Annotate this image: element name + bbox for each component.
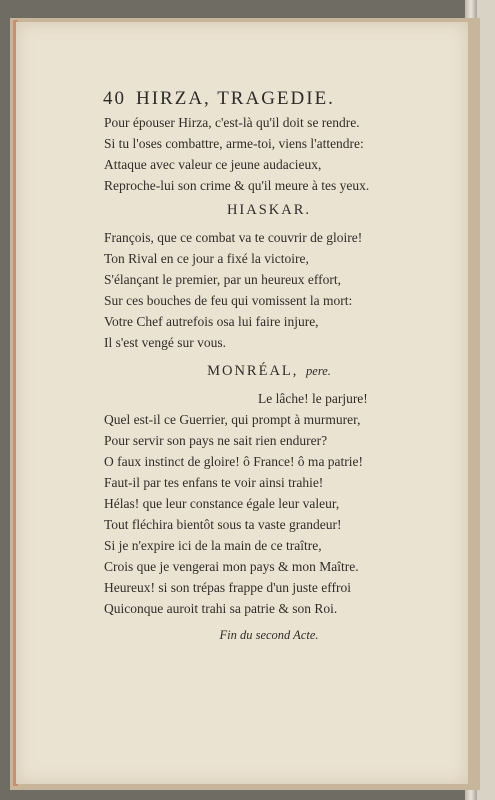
speaker-name: MONRÉAL,: [207, 363, 299, 379]
verse-line: Quiconque auroit trahi sa patrie & son Roi.: [104, 601, 338, 616]
verse-line: Heureux! si son trépas frappe d'un juste effroi: [104, 580, 351, 595]
verse-line: Sur ces bouches de feu qui vomissent la mort:: [104, 293, 353, 308]
verse-line: Faut-il par tes enfans te voir ainsi trahie!: [104, 475, 324, 490]
verse-line: Le lâche! le parjure!: [258, 391, 368, 406]
verse-line: Il s'est vengé sur vous.: [104, 335, 227, 350]
verse-line: O faux instinct de gloire! ô France! ô ma patrie!: [104, 454, 364, 469]
verse-line: Si tu l'oses combattre, arme-toi, viens l'attendre:: [104, 136, 364, 151]
verse-line: Votre Chef autrefois osa lui faire injure,: [104, 314, 319, 329]
verse-line: Quel est-il ce Guerrier, qui prompt à murmurer,: [104, 412, 361, 427]
verse-line: Attaque avec valeur ce jeune audacieux,: [104, 157, 322, 172]
verse-line: Ton Rival en ce jour a fixé la victoire,: [104, 251, 309, 266]
verse-line: Pour servir son pays ne sait rien endurer?: [104, 433, 328, 448]
verse-line: S'élançant le premier, par un heureux effort,: [104, 272, 342, 287]
verse-line: Crois que je vengerai mon pays & mon Maître.: [104, 559, 359, 574]
speaker-name: HIASKAR.: [226, 202, 312, 218]
verse-text: [104, 112, 434, 646]
speaker-heading: [104, 200, 434, 221]
verse-line: François, que ce combat va te couvrir de gloire!: [104, 230, 363, 245]
verse-line: Si je n'expire ici de la main de ce traître,: [104, 538, 322, 553]
speaker-qualifier: pere.: [306, 364, 331, 378]
running-header: [103, 88, 423, 110]
end-of-act-note: Fin du second Acte.: [219, 628, 319, 642]
speaker-heading: [104, 361, 434, 382]
verse-line: Tout fléchira bientôt sous ta vaste grandeur!: [104, 517, 342, 532]
running-title: HIRZA, TRAGEDIE.: [136, 88, 335, 109]
verse-line: Pour épouser Hirza, c'est-là qu'il doit se rendre.: [104, 115, 360, 130]
verse-line: Reproche-lui son crime & qu'il meure à tes yeux.: [104, 178, 370, 193]
verse-line: Hélas! que leur constance égale leur valeur,: [104, 496, 340, 511]
page-number: 40: [103, 88, 126, 109]
